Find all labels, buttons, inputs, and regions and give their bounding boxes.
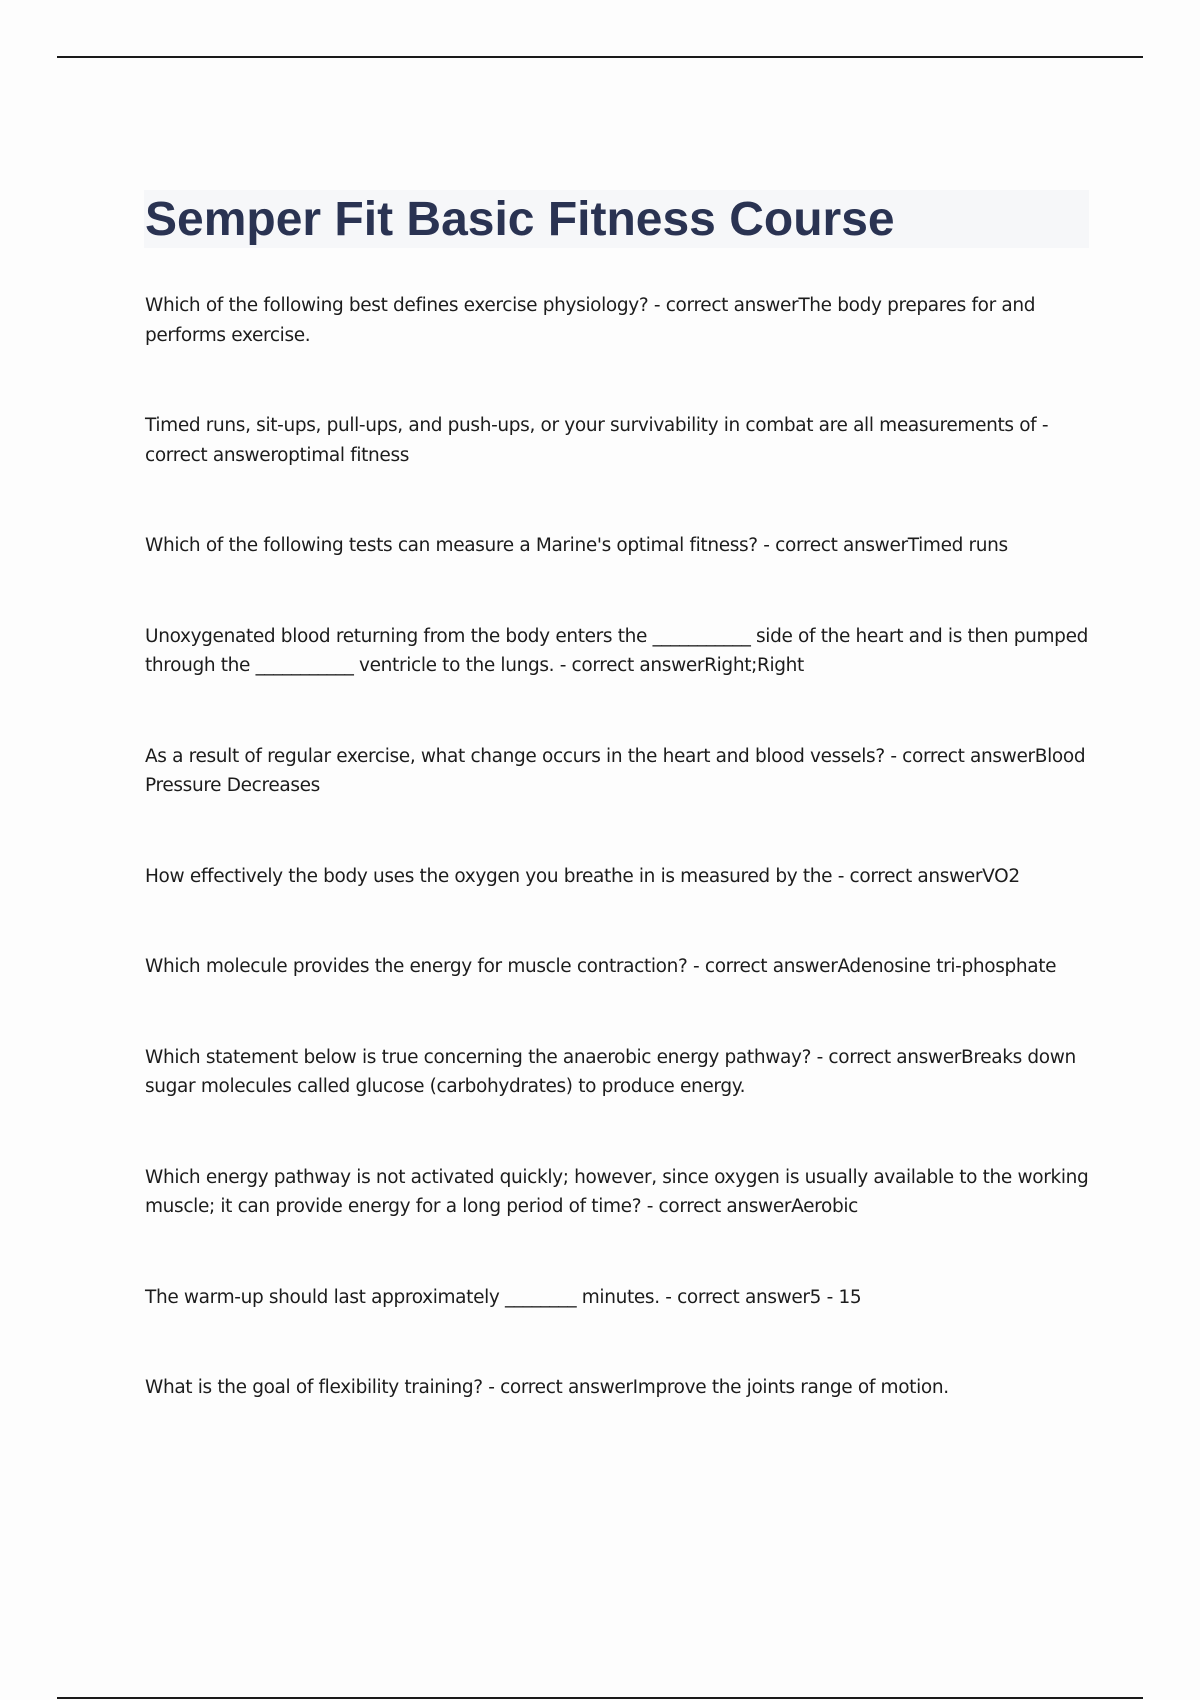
qa-item-7: Which molecule provides the energy for muscle contraction? - correct answerAdenosine tri-phosphate xyxy=(145,956,1057,977)
qa-item-8: Which statement below is true concerning the anaerobic energy pathway? - correct answerBreaks down sugar molecules called glucose (carbohydrates) to produce energy. xyxy=(145,1046,1076,1097)
qa-item-10: The warm-up should last approximately ________ minutes. - correct answer5 - 15 xyxy=(145,1286,862,1308)
qa-item-1: Which of the following best defines exercise physiology? - correct answerThe body prepares for and performs exercise. xyxy=(145,295,1036,346)
footer-rule xyxy=(57,1697,1143,1699)
qa-item-6: How effectively the body uses the oxygen you breathe in is measured by the - correct answerVO2 xyxy=(145,865,1020,887)
qa-item-9: Which energy pathway is not activated quickly; however, since oxygen is usually available to the working muscle; it can provide energy for a long period of time? - correct answerAerobic xyxy=(145,1166,1089,1217)
qa-item-4: Unoxygenated blood returning from the body enters the ___________ side of the heart and is then pumped through the ___________ ventricle to the lungs. - correct answerRight;Right xyxy=(145,625,1088,676)
question-answer-list xyxy=(145,291,1095,1403)
header-rule xyxy=(57,56,1143,58)
qa-item-3: Which of the following tests can measure a Marine's optimal fitness? - correct answerTimed runs xyxy=(145,535,1008,556)
document-title: Semper Fit Basic Fitness Course xyxy=(145,193,895,246)
qa-item-2: Timed runs, sit-ups, pull-ups, and push-ups, or your survivability in combat are all measurements of - correct answeroptimal fitness xyxy=(145,415,1049,466)
qa-item-11: What is the goal of flexibility training? - correct answerImprove the joints range of motion. xyxy=(145,1377,949,1398)
qa-item-5: As a result of regular exercise, what change occurs in the heart and blood vessels? - correct answerBlood Pressure Decreases xyxy=(145,745,1086,796)
